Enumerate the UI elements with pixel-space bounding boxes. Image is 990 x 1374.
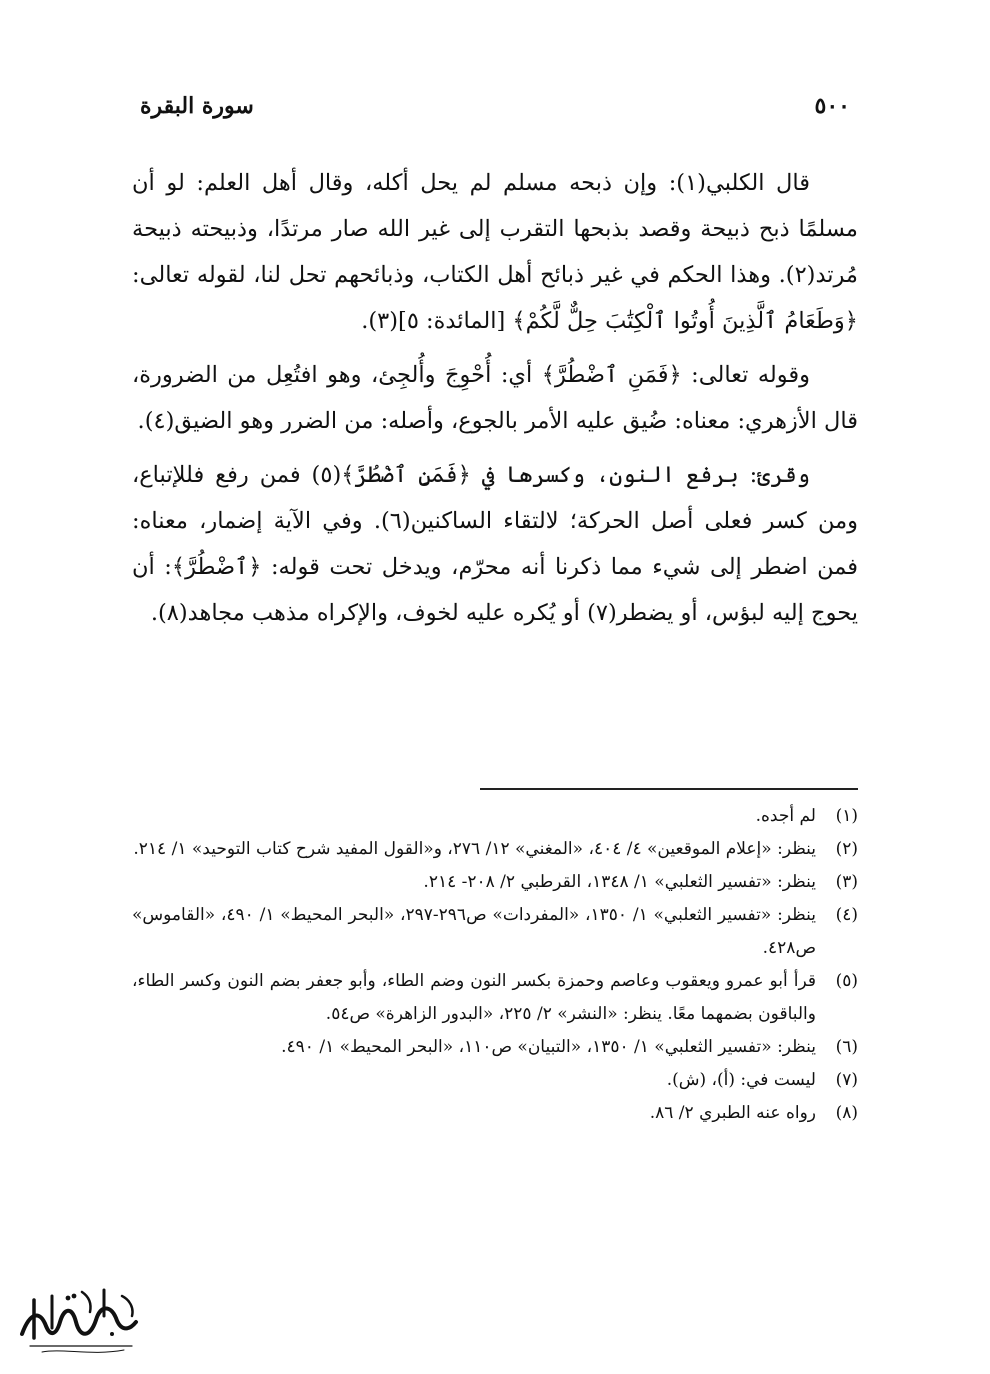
footnote-text: ليست في: (أ)، (ش). bbox=[666, 1070, 816, 1090]
footnote-number: (٣) bbox=[835, 872, 858, 892]
footnote bbox=[132, 866, 858, 899]
footnote bbox=[132, 1031, 858, 1064]
footnote-number: (١) bbox=[835, 806, 858, 826]
surah-title: سورة البقرة bbox=[140, 93, 254, 119]
footnote-text: قرأ أبو عمرو ويعقوب وعاصم وحمزة بكسر النون وضم الطاء، وأبو جعفر بضم النون وكسر الطاء، والباقون بضمهما معًا. ينظر: «النشر» ٢/ ٢٢٥، «البدور الزاهرة» ص٥٤. bbox=[132, 971, 816, 1024]
footnote-number: (٨) bbox=[835, 1103, 858, 1123]
page-header bbox=[140, 86, 850, 126]
footnote-number: (٦) bbox=[835, 1037, 858, 1057]
footnote-text: رواه عنه الطبري ٢/ ٨٦. bbox=[649, 1103, 816, 1123]
footnote-text: ينظر: «إعلام الموقعين» ٤/ ٤٠٤، «المغني» ١٢/ ٢٧٦، و«القول المفيد شرح كتاب التوحيد» ١/ ٢١٤. bbox=[133, 839, 816, 859]
calligraphy-seal-icon bbox=[12, 1282, 146, 1358]
footnote-divider bbox=[480, 788, 858, 790]
footnote-text: ينظر: «تفسير الثعلبي» ١/ ١٣٥٠، «التبيان» ص١١٠، «البحر المحيط» ١/ ٤٩٠. bbox=[281, 1037, 816, 1057]
footnote-text: لم أجده. bbox=[755, 806, 816, 826]
footnote-number: (٢) bbox=[835, 839, 858, 859]
page-number: ٥٠٠ bbox=[814, 93, 850, 119]
footnote bbox=[132, 800, 858, 833]
footnote bbox=[132, 1064, 858, 1097]
footnote bbox=[132, 899, 858, 965]
main-text bbox=[132, 160, 858, 636]
paragraph: وقوله تعالى: ﴿فَمَنِ ٱضْطُرَّ﴾ أي: أُحْوِجَ وأُلجِئ، وهو افتُعِل من الضرورة، قال الأزهري: معناه: ضُيق عليه الأمر بالجوع، وأصله: من الضرر وهو الضيق(٤). bbox=[132, 362, 858, 434]
footnote-text: ينظر: «تفسير الثعلبي» ١/ ١٣٥٠، «المفردات» ص٢٩٦-٢٩٧، «البحر المحيط» ١/ ٤٩٠، «القاموس» ص٤٢٨. bbox=[132, 905, 816, 958]
footnotes bbox=[132, 800, 858, 1130]
footnote-text: ينظر: «تفسير الثعلبي» ١/ ١٣٤٨، القرطبي ٢/ ٢٠٨- ٢١٤. bbox=[423, 872, 816, 892]
footnote-number: (٥) bbox=[835, 971, 858, 991]
paragraph: قال الكلبي(١): وإن ذبحه مسلم لم يحل أكله، وقال أهل العلم: لو أن مسلمًا ذبح ذبيحة وقصد بذبحها التقرب إلى غير الله صار مرتدًا، وذبيحته ذبيحة مُرتد(٢). وهذا الحكم في غير ذبائح أهل الكتاب، وذبائحهم تحل لنا، لقوله تعالى: ﴿وَطَعَامُ ٱلَّذِينَ أُوتُوا ٱلْكِتَٰبَ حِلٌّ لَّكُمْ﴾ [المائدة: ٥](٣). bbox=[132, 170, 858, 334]
footnote bbox=[132, 965, 858, 1031]
footnote bbox=[132, 833, 858, 866]
footnote bbox=[132, 1097, 858, 1130]
footnote-number: (٧) bbox=[835, 1070, 858, 1090]
paragraph: وقرئ: برفع النون، وكسرها في ﴿فَمَنِ ٱضْطُرَّ﴾(٥) فمن رفع فللإتباع، ومن كسر فعلى أصل الحركة؛ لالتقاء الساكنين(٦). وفي الآية إضمار، معناه: فمن اضطر إلى شيء مما ذكرنا أنه محرّم، ويدخل تحت قوله: ﴿ٱضْطُرَّ﴾: أن يحوج إليه لبؤس، أو يضطر(٧) أو يُكره عليه لخوف، والإكراه مذهب مجاهد(٨). bbox=[132, 462, 858, 626]
footnote-number: (٤) bbox=[835, 905, 858, 925]
